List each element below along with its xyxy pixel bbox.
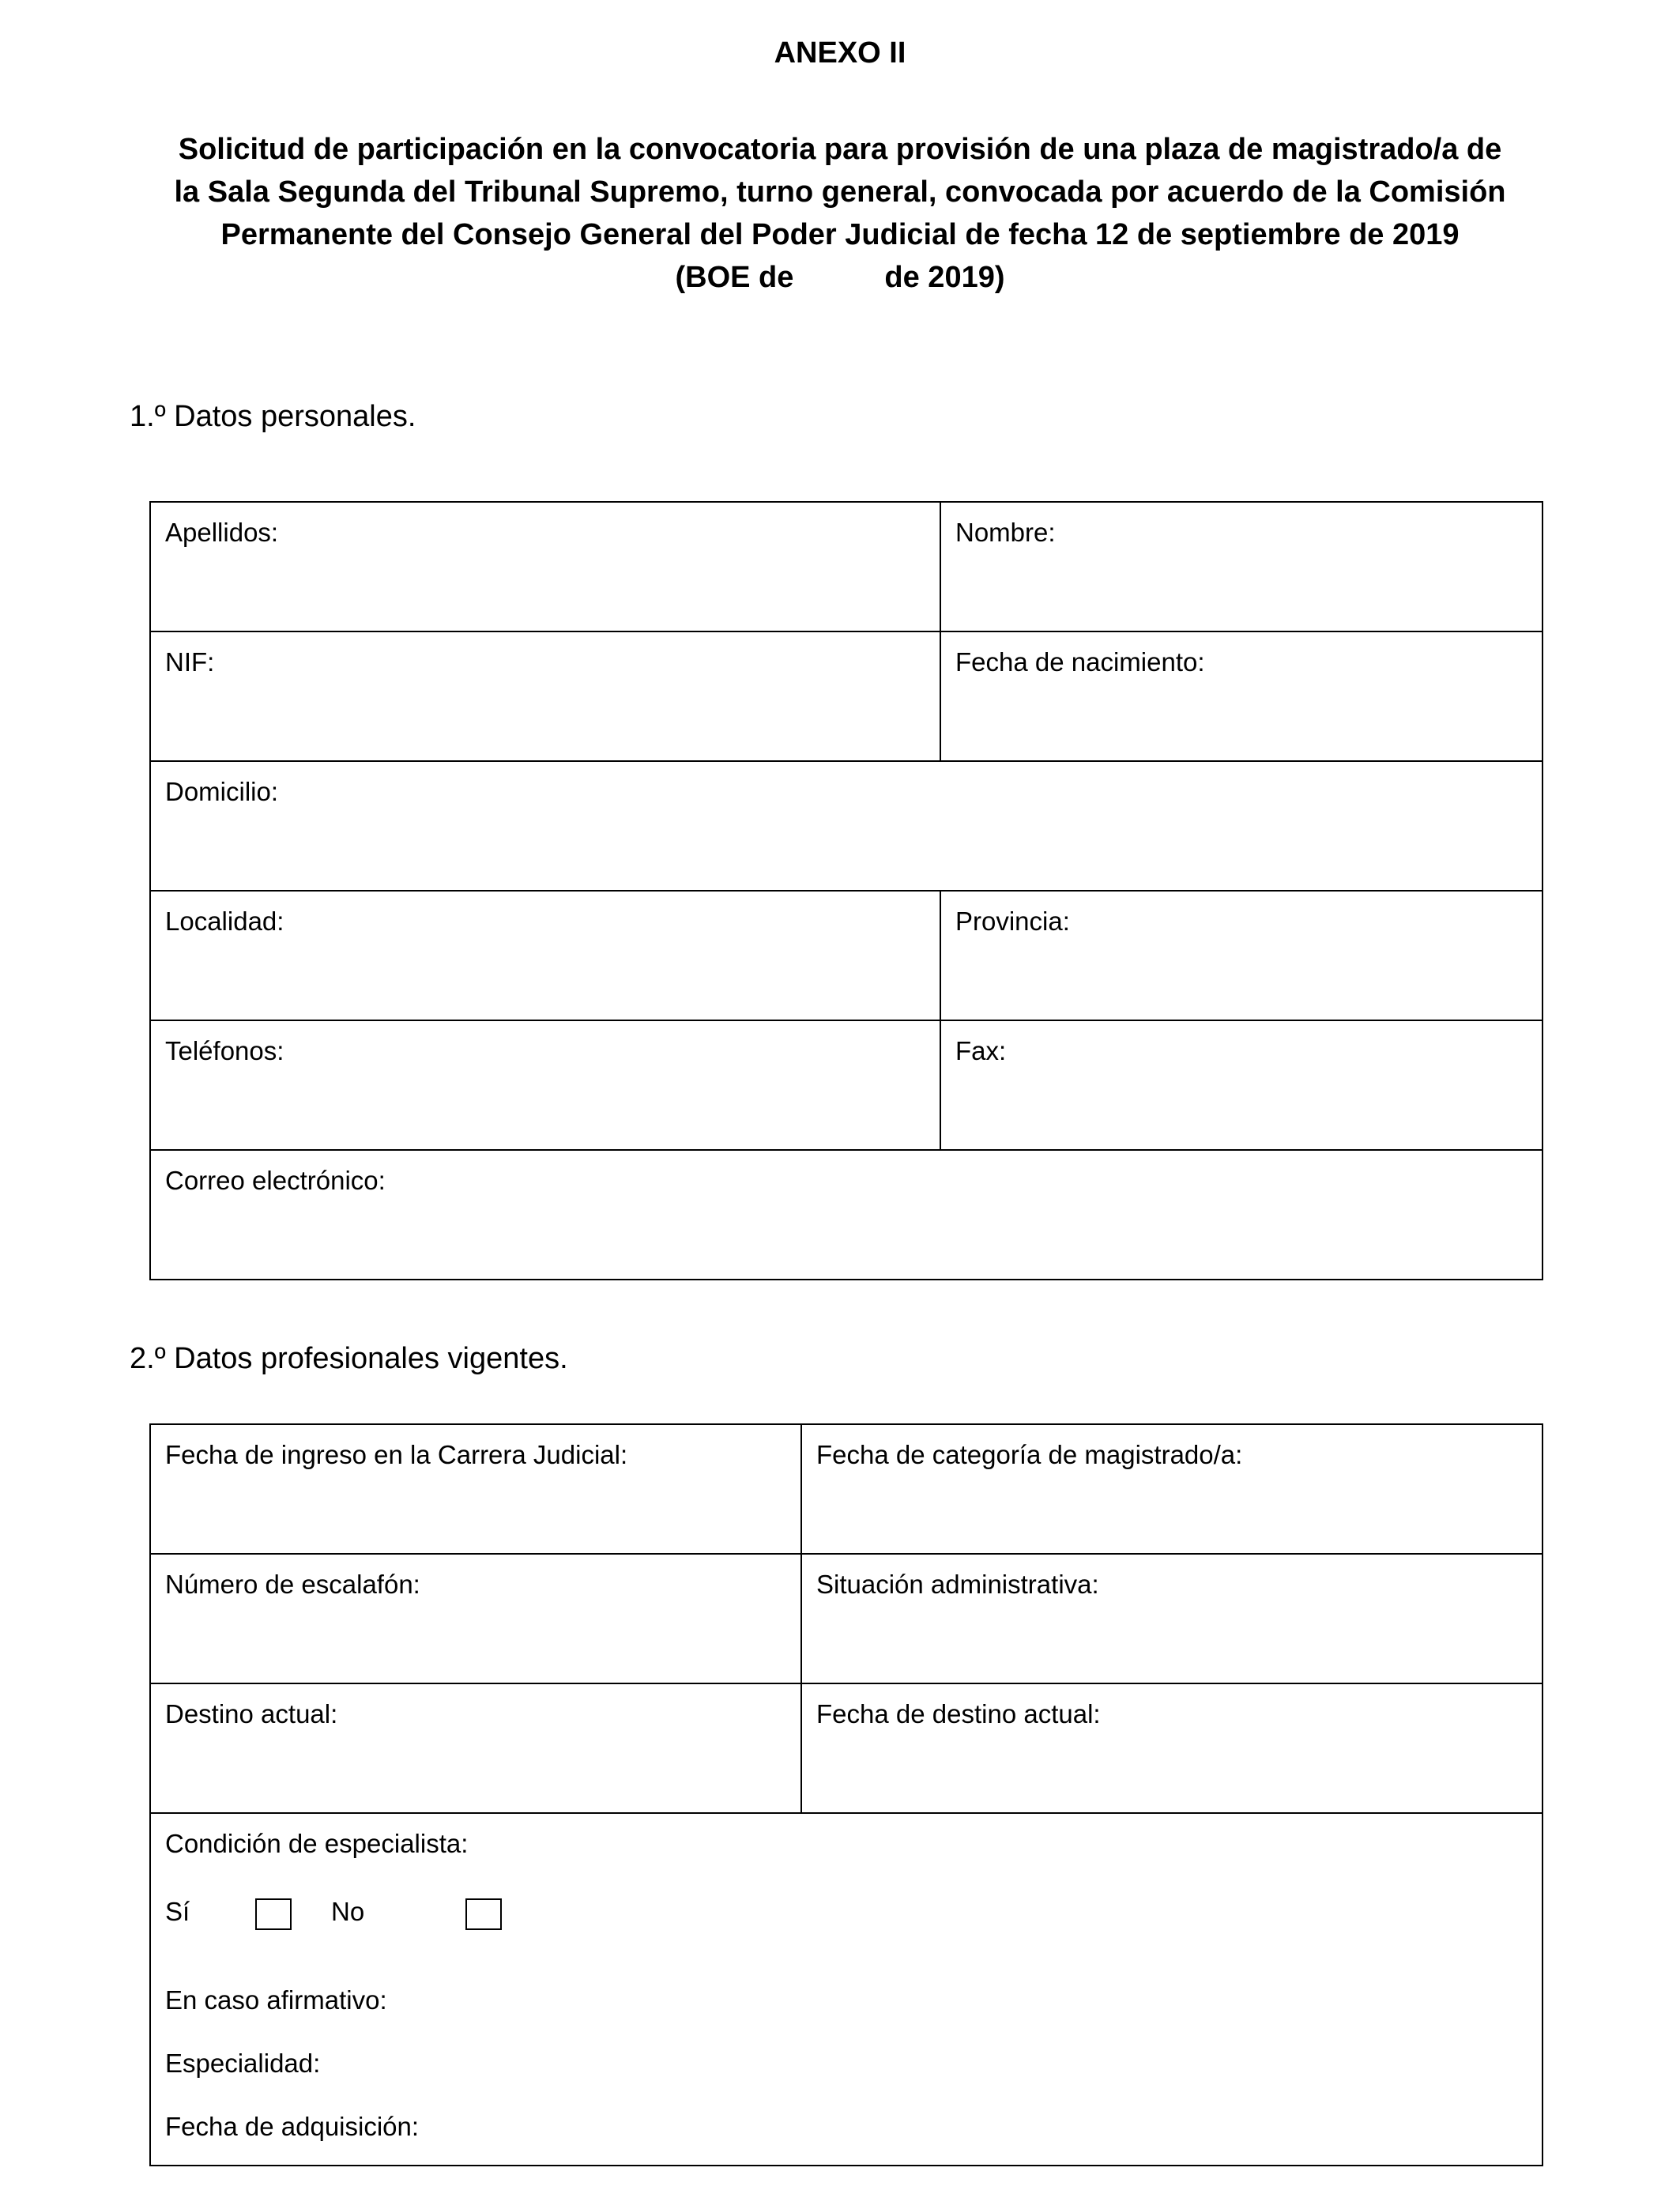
table-row bbox=[150, 1813, 1543, 2166]
fax-label: Fax: bbox=[955, 1036, 1007, 1065]
yes-label: Sí bbox=[165, 1897, 190, 1926]
professional-data-table bbox=[149, 1423, 1543, 2166]
email-label: Correo electrónico: bbox=[165, 1166, 386, 1195]
phones-field[interactable] bbox=[150, 1020, 940, 1150]
administrative-status-label: Situación administrativa: bbox=[816, 1570, 1099, 1599]
nombre-field[interactable] bbox=[940, 502, 1543, 631]
seniority-number-label: Número de escalafón: bbox=[165, 1570, 420, 1599]
nif-label: NIF: bbox=[165, 647, 215, 677]
birth-date-label: Fecha de nacimiento: bbox=[955, 647, 1205, 677]
personal-data-table bbox=[149, 501, 1543, 1280]
administrative-status-field[interactable] bbox=[801, 1554, 1543, 1683]
current-post-date-label: Fecha de destino actual: bbox=[816, 1699, 1101, 1728]
nombre-label: Nombre: bbox=[955, 518, 1056, 547]
table-row bbox=[150, 1554, 1543, 1683]
apellidos-label: Apellidos: bbox=[165, 518, 279, 547]
current-post-field[interactable] bbox=[150, 1683, 801, 1813]
current-post-label: Destino actual: bbox=[165, 1699, 338, 1728]
table-row bbox=[150, 1683, 1543, 1813]
acquisition-date-field[interactable]: Fecha de adquisición: bbox=[165, 2112, 420, 2141]
magistrate-category-date-label: Fecha de categoría de magistrado/a: bbox=[816, 1440, 1243, 1469]
apellidos-field[interactable] bbox=[150, 502, 940, 631]
specialty-field[interactable]: Especialidad: bbox=[165, 2049, 321, 2078]
specialist-yes-no-group bbox=[165, 1896, 1542, 1943]
specialist-condition-cell bbox=[150, 1813, 1543, 2166]
current-post-date-field[interactable] bbox=[801, 1683, 1543, 1813]
request-title bbox=[111, 128, 1569, 299]
request-title-line-1: Solicitud de participación en la convocatoria para provisión de una plaza de magistrado/a de bbox=[178, 133, 1502, 166]
yes-checkbox[interactable] bbox=[255, 1898, 292, 1930]
specialist-condition-label: Condición de especialista: bbox=[165, 1829, 469, 1858]
boe-year: de 2019) bbox=[884, 261, 1005, 294]
address-label: Domicilio: bbox=[165, 777, 279, 806]
table-row bbox=[150, 1150, 1543, 1280]
table-row bbox=[150, 1424, 1543, 1554]
section-personal-data-heading: 1.º Datos personales. bbox=[130, 400, 416, 433]
request-title-line-2: la Sala Segunda del Tribunal Supremo, turno general, convocada por acuerdo de la Comisión bbox=[174, 175, 1506, 209]
province-field[interactable] bbox=[940, 891, 1543, 1020]
request-title-line-4 bbox=[111, 256, 1569, 299]
seniority-number-field[interactable] bbox=[150, 1554, 801, 1683]
nif-field[interactable] bbox=[150, 631, 940, 761]
table-row bbox=[150, 631, 1543, 761]
no-checkbox[interactable] bbox=[465, 1898, 502, 1930]
request-title-line-3: Permanente del Consejo General del Poder Judicial de fecha 12 de septiembre de 2019 bbox=[220, 218, 1460, 251]
locality-label: Localidad: bbox=[165, 907, 284, 936]
email-field[interactable] bbox=[150, 1150, 1543, 1280]
table-row bbox=[150, 891, 1543, 1020]
birth-date-field[interactable] bbox=[940, 631, 1543, 761]
section-professional-data-heading: 2.º Datos profesionales vigentes. bbox=[130, 1342, 568, 1375]
magistrate-category-date-field[interactable] bbox=[801, 1424, 1543, 1554]
address-field[interactable] bbox=[150, 761, 1543, 891]
no-label: No bbox=[331, 1897, 365, 1926]
table-row bbox=[150, 1020, 1543, 1150]
entry-date-label: Fecha de ingreso en la Carrera Judicial: bbox=[165, 1440, 628, 1469]
if-affirmative-label: En caso afirmativo: bbox=[165, 1985, 387, 2015]
table-row bbox=[150, 502, 1543, 631]
phones-label: Teléfonos: bbox=[165, 1036, 284, 1065]
fax-field[interactable] bbox=[940, 1020, 1543, 1150]
entry-date-field[interactable] bbox=[150, 1424, 801, 1554]
province-label: Provincia: bbox=[955, 907, 1070, 936]
annex-title: ANEXO II bbox=[774, 36, 906, 70]
boe-label: (BOE de bbox=[675, 261, 794, 294]
locality-field[interactable] bbox=[150, 891, 940, 1020]
table-row bbox=[150, 761, 1543, 891]
